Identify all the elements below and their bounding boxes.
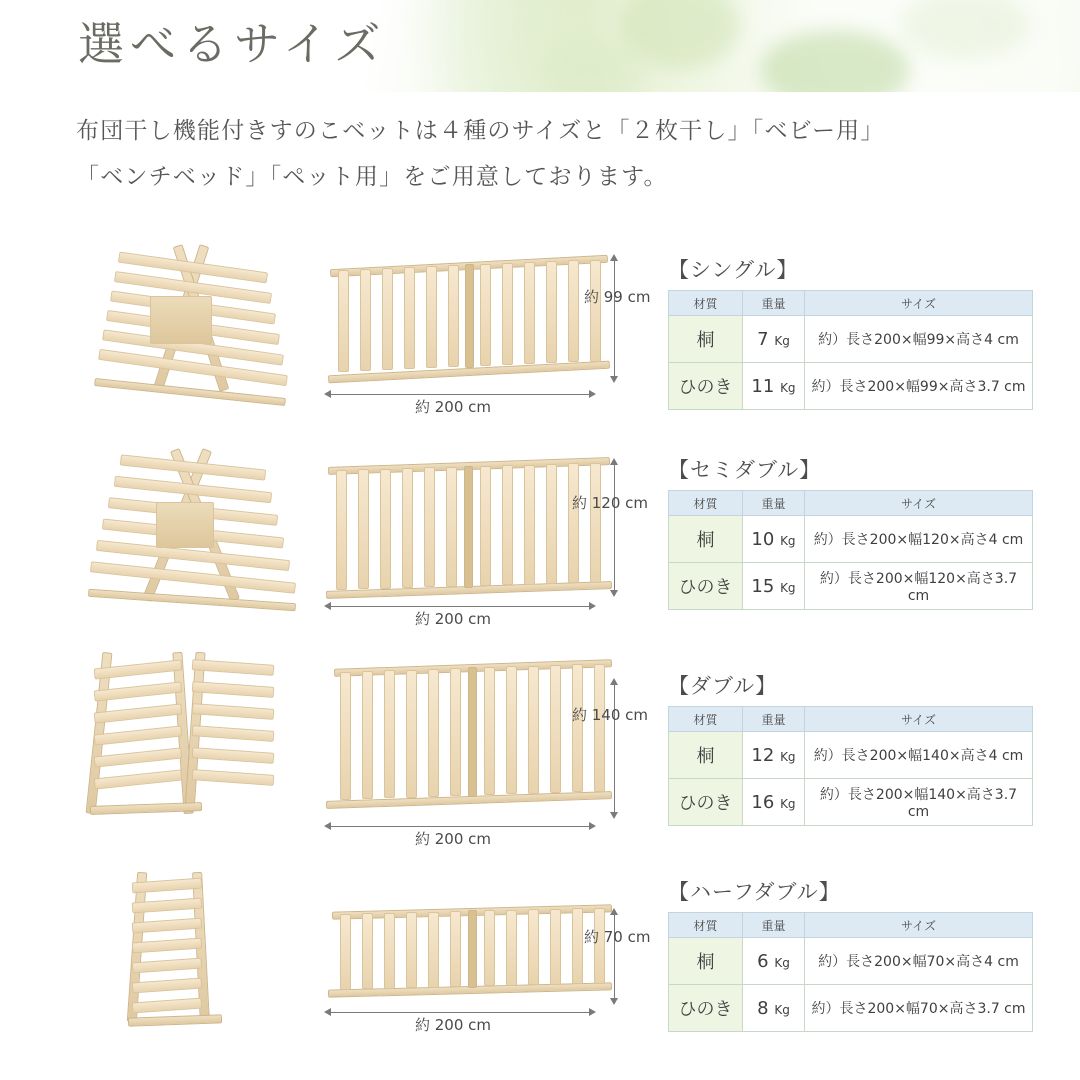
cell-weight: 11 Kg [743, 363, 805, 410]
cell-size: 約）長さ200×幅120×高さ4 cm [805, 516, 1033, 563]
dimension-label-width: 約 120 cm [572, 494, 649, 512]
cell-size: 約）長さ200×幅140×高さ3.7 cm [805, 779, 1033, 826]
size-section-single [0, 236, 1080, 416]
dimension-line-vertical [614, 464, 615, 590]
column-header-size: サイズ [805, 913, 1033, 938]
folded-bed-illustration-double [70, 648, 290, 818]
arrow-right-icon [589, 1008, 596, 1016]
spec-title-half-double: 【ハーフダブル】 [668, 880, 841, 904]
column-header-weight: 重量 [743, 707, 805, 732]
arrow-right-icon [589, 822, 596, 830]
table-row [669, 938, 1033, 985]
dimension-label-length: 約 200 cm [415, 1016, 492, 1034]
arrow-left-icon [324, 602, 331, 610]
dimension-line-horizontal [330, 826, 592, 827]
spec-title-single: 【シングル】 [668, 258, 799, 282]
arrow-up-icon [610, 458, 618, 465]
dimension-line-horizontal [330, 394, 592, 395]
cell-material: ひのき [669, 363, 743, 410]
column-header-weight: 重量 [743, 913, 805, 938]
spec-title-double: 【ダブル】 [668, 674, 778, 698]
cell-material: 桐 [669, 732, 743, 779]
table-header-row [669, 291, 1033, 316]
dimension-label-length: 約 200 cm [415, 610, 492, 628]
flat-bed-illustration-double [320, 662, 620, 792]
spec-block-double [668, 670, 1032, 826]
dimension-label-width: 約 140 cm [572, 706, 649, 724]
leaf-decoration [540, 40, 650, 92]
page-title: 選べるサイズ [78, 17, 387, 71]
cell-weight: 6 Kg [743, 938, 805, 985]
arrow-right-icon [589, 390, 596, 398]
table-row [669, 516, 1033, 563]
cell-weight: 15 Kg [743, 563, 805, 610]
spec-table-semi-double [668, 490, 1033, 610]
cell-size: 約）長さ200×幅140×高さ4 cm [805, 732, 1033, 779]
arrow-left-icon [324, 1008, 331, 1016]
dimension-line-vertical [614, 260, 615, 376]
column-header-size: サイズ [805, 707, 1033, 732]
column-header-weight: 重量 [743, 291, 805, 316]
table-row [669, 316, 1033, 363]
arrow-down-icon [610, 376, 618, 383]
arrow-down-icon [610, 812, 618, 819]
table-header-row [669, 491, 1033, 516]
leaf-decoration [900, 0, 1030, 60]
arrow-down-icon [610, 998, 618, 1005]
flat-bed-illustration-single [320, 256, 620, 386]
arrow-right-icon [589, 602, 596, 610]
column-header-material: 材質 [669, 913, 743, 938]
dimension-label-length: 約 200 cm [415, 830, 492, 848]
cell-size: 約）長さ200×幅70×高さ4 cm [805, 938, 1033, 985]
column-header-size: サイズ [805, 291, 1033, 316]
column-header-material: 材質 [669, 291, 743, 316]
column-header-size: サイズ [805, 491, 1033, 516]
table-row [669, 779, 1033, 826]
table-header-row [669, 913, 1033, 938]
cell-weight: 16 Kg [743, 779, 805, 826]
intro-text [76, 108, 1036, 200]
cell-size: 約）長さ200×幅99×高さ4 cm [805, 316, 1033, 363]
cell-weight: 10 Kg [743, 516, 805, 563]
column-header-material: 材質 [669, 707, 743, 732]
spec-title-semi-double: 【セミダブル】 [668, 458, 822, 482]
cell-size: 約）長さ200×幅70×高さ3.7 cm [805, 985, 1033, 1032]
cell-weight: 8 Kg [743, 985, 805, 1032]
folded-bed-illustration-half-double [110, 866, 270, 1036]
column-header-weight: 重量 [743, 491, 805, 516]
column-header-material: 材質 [669, 491, 743, 516]
dimension-label-width: 約 70 cm [584, 928, 651, 946]
table-row [669, 563, 1033, 610]
dimension-label-length: 約 200 cm [415, 398, 492, 416]
arrow-left-icon [324, 822, 331, 830]
table-row [669, 363, 1033, 410]
cell-material: 桐 [669, 316, 743, 363]
table-row [669, 732, 1033, 779]
intro-line-2: 「ベンチベッド」「ペット用」をご用意しております。 [76, 164, 668, 190]
size-section-double [0, 648, 1080, 848]
arrow-up-icon [610, 908, 618, 915]
cell-material: 桐 [669, 516, 743, 563]
cell-material: ひのき [669, 563, 743, 610]
leaf-decoration [760, 30, 910, 92]
dimension-label-width: 約 99 cm [584, 288, 651, 306]
table-header-row [669, 707, 1033, 732]
intro-line-1: 布団干し機能付きすのこベットは４種のサイズと「２枚干し」「ベビー用」 [76, 118, 885, 144]
cell-material: ひのき [669, 985, 743, 1032]
arrow-left-icon [324, 390, 331, 398]
dimension-line-horizontal [330, 606, 592, 607]
arrow-down-icon [610, 590, 618, 597]
cell-size: 約）長さ200×幅99×高さ3.7 cm [805, 363, 1033, 410]
spec-table-double [668, 706, 1033, 826]
size-section-semi-double [0, 440, 1080, 628]
folded-bed-illustration-single [80, 236, 300, 406]
arrow-up-icon [610, 254, 618, 261]
spec-block-single [668, 254, 1032, 410]
cell-material: 桐 [669, 938, 743, 985]
cell-material: ひのき [669, 779, 743, 826]
cell-size: 約）長さ200×幅120×高さ3.7 cm [805, 563, 1033, 610]
dimension-line-horizontal [330, 1012, 592, 1013]
spec-table-half-double [668, 912, 1033, 1032]
folded-bed-illustration-semi-double [80, 440, 300, 610]
spec-block-semi-double [668, 454, 1032, 610]
table-row [669, 985, 1033, 1032]
spec-block-half-double [668, 876, 1032, 1032]
header-banner [0, 0, 1080, 92]
cell-weight: 12 Kg [743, 732, 805, 779]
cell-weight: 7 Kg [743, 316, 805, 363]
size-section-half-double [0, 866, 1080, 1046]
arrow-up-icon [610, 678, 618, 685]
flat-bed-illustration-semi-double [320, 460, 620, 590]
spec-table-single [668, 290, 1033, 410]
